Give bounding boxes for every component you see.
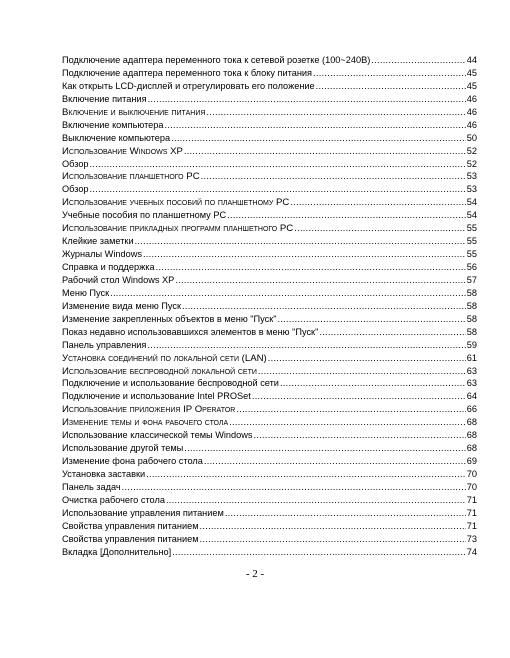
toc-entry-title: Изменение вида меню Пуск: [62, 300, 181, 311]
toc-entry-title: Использование учебных пособий по планшетному PC: [62, 197, 290, 209]
toc-dot-leader: [146, 468, 466, 481]
toc-dot-leader: [147, 339, 465, 352]
toc-entry-page: 63: [466, 378, 477, 389]
toc-entry[interactable]: [62, 119, 477, 132]
toc-entry-page: 68: [466, 417, 477, 428]
toc-entry-title: Использование классической темы Windows: [62, 430, 253, 441]
toc-dot-leader: [172, 546, 466, 559]
toc-entry[interactable]: [62, 222, 477, 235]
toc-dot-leader: [184, 145, 466, 158]
toc-entry[interactable]: [62, 507, 477, 520]
toc-entry-title: Учебные пособия по планшетному PC: [62, 210, 227, 221]
toc-dot-leader: [278, 313, 466, 326]
toc-entry-page: 45: [466, 67, 477, 78]
toc-entry[interactable]: [62, 106, 477, 119]
toc-entry-title: Использование беспроводной локальной сети: [62, 365, 257, 377]
toc-dot-leader: [316, 80, 466, 93]
toc-entry[interactable]: [62, 209, 477, 222]
toc-entry-page: 58: [466, 313, 477, 324]
toc-dot-leader: [156, 261, 466, 274]
toc-dot-leader: [200, 533, 466, 546]
toc-entry[interactable]: [62, 429, 477, 442]
toc-entry[interactable]: [62, 170, 477, 183]
toc-entry-title: Панель управления: [62, 339, 147, 350]
toc-entry-page: 74: [466, 546, 477, 557]
toc-entry-page: 70: [466, 469, 477, 479]
toc-entry-title: Изменение темы и фона рабочего стола: [62, 417, 229, 429]
toc-entry[interactable]: [62, 377, 477, 390]
toc-entry-title: Использование управления питанием: [62, 507, 224, 518]
toc-entry-page: 52: [466, 158, 477, 169]
toc-entry-page: 59: [466, 339, 477, 350]
toc-entry-page: 46: [466, 119, 477, 130]
toc-entry-page: 55: [466, 249, 477, 260]
toc-entry[interactable]: [62, 352, 477, 365]
toc-entry-title: Вкладка [Дополнительно]: [62, 546, 172, 557]
toc-entry[interactable]: [62, 533, 477, 546]
toc-entry[interactable]: [62, 403, 477, 416]
toc-entry-title: Свойства управления питанием: [62, 533, 199, 544]
toc-dot-leader: [165, 119, 466, 132]
toc-dot-leader: [371, 54, 465, 67]
toc-entry[interactable]: [62, 546, 477, 559]
toc-entry-title: Обзор: [62, 184, 89, 195]
toc-entry-title: Включение и выключение питания: [62, 106, 206, 118]
toc-dot-leader: [290, 196, 465, 209]
toc-dot-leader: [236, 403, 465, 416]
toc-entry-page: 56: [466, 262, 477, 272]
toc-entry-page: 58: [466, 326, 477, 337]
toc-entry-title: Клейкие заметки: [62, 236, 134, 247]
toc-dot-leader: [294, 222, 466, 235]
toc-dot-leader: [171, 132, 466, 145]
toc-dot-leader: [229, 416, 466, 429]
toc-entry-page: 45: [466, 80, 477, 91]
toc-entry-page: 71: [466, 520, 477, 531]
toc-dot-leader: [166, 494, 466, 507]
toc-entry-title: Использование приложения IP Operator: [62, 404, 236, 416]
toc-entry-title: Установка заставки: [62, 469, 146, 479]
toc-entry[interactable]: [62, 132, 477, 145]
toc-entry[interactable]: [62, 300, 477, 313]
toc-dot-leader: [110, 287, 466, 300]
toc-dot-leader: [319, 326, 465, 339]
toc-entry-page: 54: [466, 210, 477, 221]
toc-entry[interactable]: [62, 196, 477, 209]
toc-dot-leader: [148, 93, 466, 106]
toc-entry[interactable]: [62, 158, 477, 171]
toc-entry-page: 61: [466, 352, 477, 363]
toc-entry[interactable]: [62, 365, 477, 378]
toc-entry-title: Показ недавно использовавшихся элементов в меню "Пуск": [62, 326, 319, 337]
toc-entry-title: Включение компьютера: [62, 119, 164, 130]
toc-entry-title: Меню Пуск: [62, 287, 110, 298]
toc-dot-leader: [175, 274, 465, 287]
toc-dot-leader: [143, 248, 466, 261]
toc-entry-title: Подключение и использование беспроводной сети: [62, 378, 279, 389]
toc-dot-leader: [184, 442, 466, 455]
toc-entry-title: Выключение компьютера: [62, 132, 171, 143]
table-of-contents: [62, 54, 477, 559]
toc-dot-leader: [268, 352, 466, 365]
toc-entry[interactable]: [62, 274, 477, 287]
toc-entry[interactable]: [62, 455, 477, 468]
toc-entry-title: Подключение адаптера переменного тока к сетевой розетке (100~240В): [62, 55, 371, 65]
toc-entry[interactable]: [62, 326, 477, 339]
toc-entry-title: Как открыть LCD-дисплей и отрегулировать его положение: [62, 80, 315, 91]
toc-entry-page: 57: [466, 274, 477, 285]
toc-entry[interactable]: [62, 261, 477, 274]
toc-entry-title: Справка и поддержка: [62, 262, 155, 272]
toc-entry[interactable]: [62, 183, 477, 196]
toc-entry-page: 68: [466, 443, 477, 454]
toc-entry[interactable]: [62, 390, 477, 403]
toc-entry-title: Установка соединений по локальной сети (LAN): [62, 352, 267, 364]
toc-dot-leader: [252, 390, 466, 403]
toc-entry-page: 71: [466, 494, 477, 505]
toc-entry[interactable]: [62, 54, 477, 67]
toc-entry[interactable]: [62, 313, 477, 326]
toc-entry[interactable]: [62, 416, 477, 429]
toc-entry[interactable]: [62, 481, 477, 494]
toc-dot-leader: [135, 235, 466, 248]
toc-entry-title: Использование планшетного PC: [62, 171, 200, 183]
toc-entry-page: 66: [466, 404, 477, 415]
toc-dot-leader: [204, 455, 466, 468]
toc-dot-leader: [90, 158, 466, 171]
toc-entry-page: 52: [466, 145, 477, 156]
toc-entry-title: Включение питания: [62, 93, 147, 104]
toc-entry-page: 55: [466, 236, 477, 247]
toc-entry[interactable]: [62, 494, 477, 507]
toc-entry-page: 53: [466, 184, 477, 195]
toc-entry-page: 58: [466, 300, 477, 311]
toc-entry-page: 44: [466, 55, 477, 65]
toc-entry-title: Использование другой темы: [62, 443, 184, 454]
toc-entry-title: Панель задач: [62, 481, 121, 492]
toc-entry-title: Подключение адаптера переменного тока к блоку питания: [62, 67, 313, 78]
toc-dot-leader: [227, 209, 466, 222]
toc-entry[interactable]: [62, 442, 477, 455]
toc-entry[interactable]: [62, 80, 477, 93]
toc-entry-page: 46: [466, 93, 477, 104]
toc-dot-leader: [206, 106, 465, 119]
toc-dot-leader: [122, 481, 466, 494]
toc-dot-leader: [225, 507, 466, 520]
toc-entry-title: Рабочий стол Windows XP: [62, 274, 175, 285]
toc-entry-page: 63: [466, 365, 477, 376]
toc-entry[interactable]: [62, 248, 477, 261]
toc-entry[interactable]: [62, 287, 477, 300]
toc-dot-leader: [200, 520, 466, 533]
toc-entry[interactable]: [62, 235, 477, 248]
toc-dot-leader: [201, 170, 466, 183]
toc-dot-leader: [90, 183, 466, 196]
toc-dot-leader: [253, 429, 465, 442]
toc-entry-title: Подключение и использование Intel PROSet: [62, 391, 251, 402]
toc-entry-title: Изменение закрепленных объектов в меню "Пуск": [62, 313, 277, 324]
page-number: - 2 -: [245, 568, 265, 580]
toc-entry-page: 68: [466, 430, 477, 441]
toc-dot-leader: [280, 377, 466, 390]
toc-dot-leader: [313, 67, 466, 80]
toc-entry[interactable]: [62, 468, 477, 481]
toc-entry-page: 54: [466, 197, 477, 208]
toc-entry-page: 58: [466, 287, 477, 298]
toc-entry-page: 64: [466, 391, 477, 402]
toc-entry-page: 69: [466, 456, 477, 467]
toc-entry-page: 73: [466, 533, 477, 544]
toc-entry-title: Обзор: [62, 158, 89, 169]
toc-entry[interactable]: [62, 93, 477, 106]
toc-entry[interactable]: [62, 339, 477, 352]
toc-entry[interactable]: [62, 520, 477, 533]
toc-entry-page: 46: [466, 106, 477, 117]
toc-entry-page: 53: [466, 171, 477, 182]
toc-entry-title: Использование прикладных программ планшетного PC: [62, 223, 294, 235]
toc-entry-title: Журналы Windows: [62, 249, 142, 260]
toc-entry[interactable]: [62, 145, 477, 158]
toc-entry-title: Свойства управления питанием: [62, 520, 199, 531]
toc-entry-page: 55: [466, 223, 477, 234]
toc-entry-page: 71: [466, 507, 477, 518]
toc-entry-page: 50: [466, 132, 477, 143]
toc-dot-leader: [182, 300, 466, 313]
toc-entry-title: Изменение фона рабочего стола: [62, 456, 203, 467]
toc-entry-page: 70: [466, 481, 477, 492]
toc-entry-title: Использование Windows XP: [62, 145, 183, 157]
toc-entry[interactable]: [62, 67, 477, 80]
toc-entry-title: Очистка рабочего стола: [62, 494, 165, 505]
toc-dot-leader: [258, 365, 466, 378]
